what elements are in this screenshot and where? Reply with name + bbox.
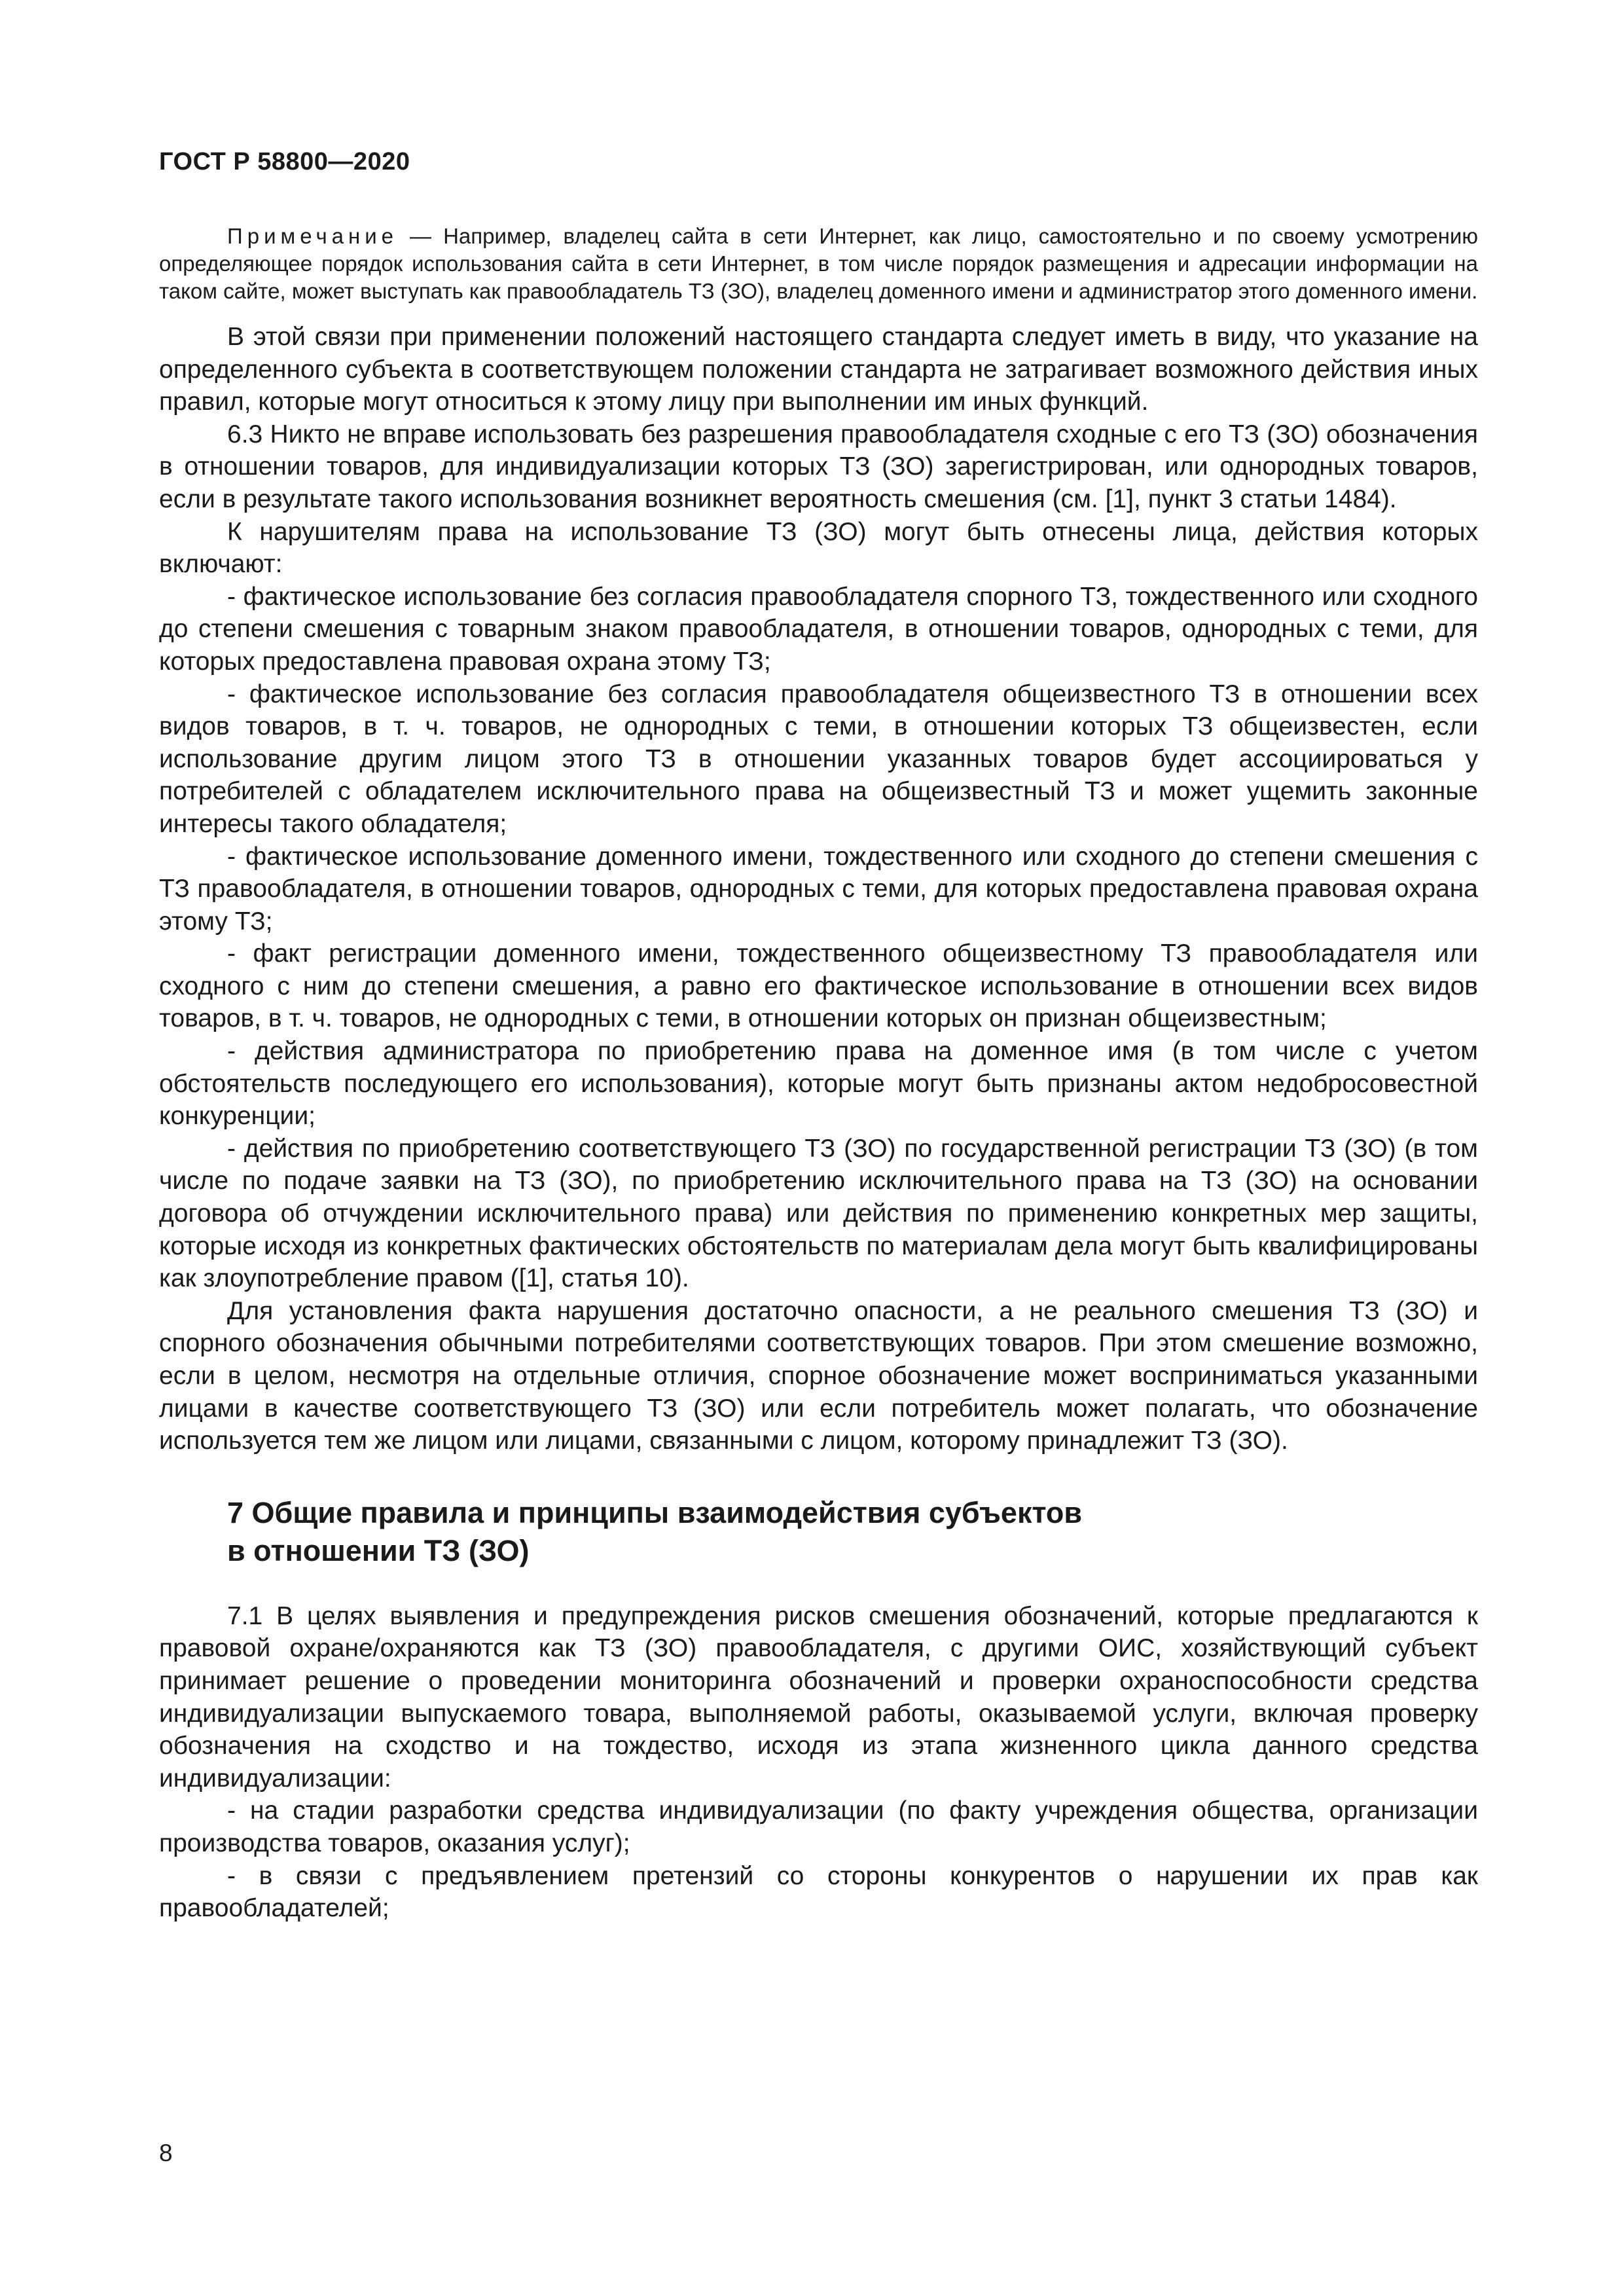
section-heading: [159, 1494, 1478, 1570]
list-item: - фактическое использование без согласия правообладателя общеизвестного ТЗ в отношении всех видов товаров, в т. ч. товаров, не однородных с теми, в отношении которых ТЗ общеизвестен, если использование другим лицом этого ТЗ в отношении указанных товаров будет ассоциироваться у потребителей с обладателем исключительного права на общеизвестный ТЗ и может ущемить законные интересы такого обладателя;: [159, 680, 1478, 838]
note-label: Примечание: [227, 224, 399, 248]
list-item: - в связи с предъявлением претензий со стороны конкурентов о нарушении их прав как правообладателей;: [159, 1861, 1478, 1923]
clause-6-3: 6.3 Никто не вправе использовать без разрешения правообладателя сходные с его ТЗ (ЗО) обозначения в отношении товаров, для индивидуализации которых ТЗ (ЗО) зарегистрирован, или однородных товаров, если в результате такого использования возникнет вероятность смешения (см. [1], пункт 3 статьи 1484).: [159, 420, 1478, 513]
section-heading-line: в отношении ТЗ (ЗО): [227, 1533, 530, 1567]
document-body: [159, 223, 1478, 1925]
list-item: - фактическое использование доменного имени, тождественного или сходного до степени смешения с ТЗ правообладателя, в отношении товаров, однородных с теми, для которых предоставлена правовая охрана этому ТЗ;: [159, 842, 1478, 936]
list-item: - факт регистрации доменного имени, тождественного общеизвестному ТЗ правообладателя или сходного с ним до степени смешения, а равно его фактическое использование в отношении всех видов товаров, в т. ч. товаров, не однородных с теми, в отношении которых он признан общеизвестным;: [159, 939, 1478, 1033]
paragraph: Для установления факта нарушения достаточно опасности, а не реального смешения ТЗ (ЗО) и спорного обозначения обычными потребителями соответствующих товаров. При этом смешение возможно, если в целом, несмотря на отдельные отличия, спорное обозначение может восприниматься указанными лицами в качестве соответствующего ТЗ (ЗО) или если потребитель может полагать, что обозначение используется тем же лицом или лицами, связанными с лицом, которому принадлежит ТЗ (ЗО).: [159, 1296, 1478, 1455]
list-item: - действия администратора по приобретению права на доменное имя (в том числе с учетом обстоятельств последующего его использования), которые могут быть признаны актом недобросовестной конкуренции;: [159, 1037, 1478, 1131]
note-paragraph: [159, 223, 1478, 305]
paragraph: К нарушителям права на использование ТЗ (ЗО) могут быть отнесены лица, действия которых включают:: [159, 517, 1478, 579]
clause-7-1: 7.1 В целях выявления и предупреждения рисков смешения обозначений, которые предлагаются к правовой охране/охраняются как ТЗ (ЗО) правообладателя, с другими ОИС, хозяйствующий субъект принимает решение о проведении мониторинга обозначений и проверки охраноспособности средства индивидуализации выпускаемого товара, выполняемой работы, оказываемой услуги, включая проверку обозначения на сходство и на тождество, исходя из этапа жизненного цикла данного средства индивидуализации:: [159, 1601, 1478, 1793]
list-item: - на стадии разработки средства индивидуализации (по факту учреждения общества, организации производства товаров, оказания услуг);: [159, 1796, 1478, 1857]
document-header: ГОСТ Р 58800—2020: [159, 148, 410, 175]
paragraph: В этой связи при применении положений настоящего стандарта следует иметь в виду, что указание на определенного субъекта в соответствующем положении стандарта не затрагивает возможного действия иных правил, которые могут относиться к этому лицу при выполнении им иных функций.: [159, 323, 1478, 416]
note-text: — Например, владелец сайта в сети Интернет, как лицо, самостоятельно и по своему усмотрению определяющее порядок использования сайта в сети Интернет, в том числе порядок размещения и адресации информации на таком сайте, может выступать как правообладатель ТЗ (ЗО), владелец доменного имени и администратор этого доменного имени.: [159, 224, 1478, 303]
page-number: 8: [159, 2140, 173, 2166]
section-heading-line: 7 Общие правила и принципы взаимодействия субъектов: [227, 1495, 1083, 1529]
list-item: - действия по приобретению соответствующего ТЗ (ЗО) по государственной регистрации ТЗ (ЗО) (в том числе по подаче заявки на ТЗ (ЗО), по приобретению исключительного права на ТЗ (ЗО) на основании договора об отчуждении исключительного права) или действия по применению конкретных мер защиты, которые исходя из конкретных фактических обстоятельств по материалам дела могут быть квалифицированы как злоупотребление правом ([1], статья 10).: [159, 1134, 1478, 1293]
list-item: - фактическое использование без согласия правообладателя спорного ТЗ, тождественного или сходного до степени смешения с товарным знаком правообладателя, в отношении товаров, однородных с теми, для которых предоставлена правовая охрана этому ТЗ;: [159, 582, 1478, 676]
